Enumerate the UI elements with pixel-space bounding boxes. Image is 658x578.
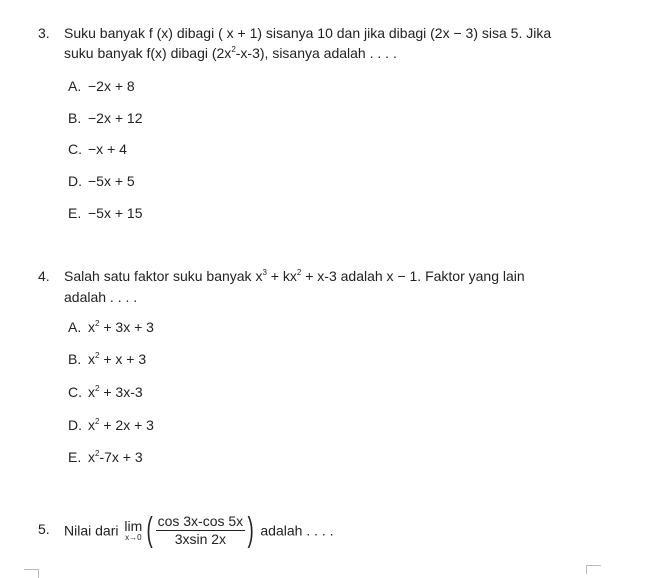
right-paren: ): [247, 511, 254, 550]
question-text: [64, 508, 334, 551]
option-letter: C.: [68, 384, 82, 400]
exponent: 2: [296, 268, 302, 277]
text-prefix: Nilai dari: [64, 522, 119, 539]
option-rest: + 3x + 3: [99, 319, 154, 335]
option-letter: D.: [68, 173, 82, 189]
limit-subscript: x→0: [125, 532, 142, 542]
option-letter: C.: [68, 141, 82, 157]
option-text: −5x + 15: [88, 205, 143, 221]
option-d[interactable]: [68, 416, 154, 434]
text-suffix: adalah . . . .: [260, 522, 334, 539]
question-number: 5.: [38, 521, 50, 537]
denominator: 3xsin 2x: [174, 530, 227, 547]
option-e[interactable]: [68, 204, 143, 222]
text-segment: + x-3 adalah x − 1. Faktor yang lain: [301, 268, 525, 284]
page-corner-mark-left: [24, 569, 39, 578]
option-letter: A.: [68, 78, 82, 94]
limit-label: lim: [124, 517, 143, 534]
exponent: 2: [231, 45, 236, 54]
option-letter: A.: [68, 319, 82, 335]
option-e[interactable]: [68, 448, 143, 466]
option-base: x: [88, 384, 95, 400]
exponent: 2: [95, 384, 100, 393]
exponent: 3: [262, 268, 267, 277]
option-letter: B.: [68, 351, 82, 367]
option-letter: B.: [68, 110, 82, 126]
limit-operator: [124, 519, 142, 542]
option-text: −2x + 8: [88, 78, 135, 94]
option-c[interactable]: [68, 140, 127, 158]
question-text-line-2a: suku banyak f(x) dibagi (2x: [64, 45, 232, 61]
fraction: [156, 513, 246, 548]
exponent: 2: [95, 417, 100, 426]
option-letter: D.: [68, 417, 82, 433]
option-base: x: [88, 417, 95, 433]
option-letter: E.: [68, 205, 82, 221]
text-segment: Salah satu faktor suku banyak x: [64, 268, 263, 284]
option-text: −x + 4: [88, 141, 127, 157]
option-base: x: [88, 319, 95, 335]
left-paren: (: [146, 511, 154, 550]
option-c[interactable]: [68, 383, 143, 401]
option-text: −2x + 12: [88, 110, 143, 126]
exponent: 2: [95, 449, 100, 458]
option-a[interactable]: [68, 318, 154, 336]
option-rest: -7x + 3: [99, 449, 143, 465]
option-base: x: [88, 449, 95, 465]
option-rest: + x + 3: [99, 351, 147, 367]
option-text: −5x + 5: [88, 173, 135, 189]
option-b[interactable]: [68, 109, 143, 127]
option-b[interactable]: [68, 350, 146, 368]
question-text-line-2b: -x-3), sisanya adalah . . . .: [235, 45, 397, 61]
question-number: 4.: [38, 268, 50, 284]
question-text-line-1: Suku banyak f (x) dibagi ( x + 1) sisanya 10 dan jika dibagi (2x − 3) sisa 5. Jika: [64, 25, 552, 41]
question-number: 3.: [38, 25, 50, 41]
option-a[interactable]: [68, 77, 135, 95]
option-d[interactable]: [68, 172, 135, 190]
exponent: 2: [95, 319, 100, 328]
numerator: cos 3x-cos 5x: [157, 512, 244, 529]
text-segment: + kx: [266, 268, 297, 284]
question-text-line-2: adalah . . . .: [64, 289, 138, 305]
question-text-line-1: [64, 267, 525, 285]
exponent: 2: [95, 351, 100, 360]
option-base: x: [88, 351, 95, 367]
option-rest: + 2x + 3: [99, 417, 154, 433]
page-corner-mark-right: [586, 565, 601, 574]
option-rest: + 3x-3: [99, 384, 143, 400]
option-letter: E.: [68, 449, 82, 465]
